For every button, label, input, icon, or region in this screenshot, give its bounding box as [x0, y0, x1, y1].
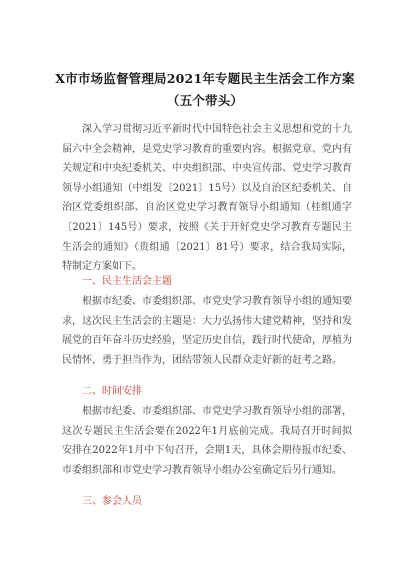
document-title: X市市场监督管理局2021年专题民主生活会工作方案（五个带头） — [55, 71, 355, 108]
intro-paragraph: 深入学习贯彻习近平新时代中国特色社会主义思想和党的十九届六中全会精神，是党史学习教育的重要内容。根据党章、党内有关规定和中央纪委机关、中央组织部、中央宣传部、党史学习教育领导小组通知（中组发〔2021〕15号）以及自治区纪委机关、自治区党委组织部、自治区党史学习教育领导小组通知（桂组通字〔2021〕145号）要求，按照《关于开好党史学习教育专题民主生活会的通知》（贵组通〔2021〕81号）要求，结合我局实际，特制定方案如下。 — [62, 124, 352, 273]
section-heading-schedule: 二、时间安排 — [82, 386, 142, 397]
section-heading-theme: 一、民主生活会主题 — [82, 276, 172, 287]
section-body-schedule: 根据市纪委、市委组织部、市党史学习教育领导小组的部署，这次专题民主生活会要在2022年1月底前完成。我局召开时间拟安排在2022年1月中下旬召开，会期1天，具体会期待报市纪委、市委组织部和市党史学习教育领导小组办公室确定后另行通知。 — [62, 406, 352, 476]
section-heading-participants: 三、参会人员 — [82, 496, 142, 507]
section-body-theme: 根据市纪委、市委组织部、市党史学习教育领导小组的通知要求，这次民主生活会的主题是：大力弘扬伟大建党精神，坚持和发展党的百年奋斗历史经验，坚定历史自信，践行时代使命，厚植为民情怀，勇于担当作为，团结带领人民群众走好新的赶考之路。 — [62, 296, 352, 366]
